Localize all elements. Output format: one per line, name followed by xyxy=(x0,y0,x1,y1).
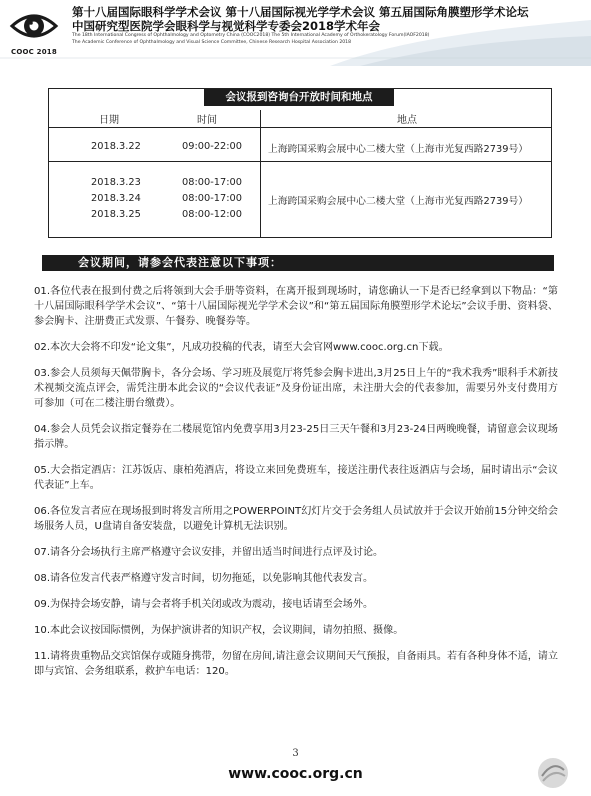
header-title-line1: 第十八届国际眼科学学术会议 第十八届国际视光学学术会议 第五届国际角膜塑形学术论坛 xyxy=(72,5,529,19)
column-header-date: 日期 xyxy=(99,115,119,126)
logo-text: COOC 2018 xyxy=(11,48,57,56)
column-header-time: 时间 xyxy=(197,115,217,126)
row1-date: 2018.3.22 xyxy=(91,141,141,152)
footer-swirl-icon xyxy=(536,756,570,790)
notice-item: 11.请将贵重物品交宾馆保存或随身携带，勿留在房间,请注意会议期间天气预报，自备雨具。若有各种身体不适，请立即与宾馆、会务组联系，救护车电话：120。 xyxy=(34,651,558,677)
row2-date: 2018.3.25 xyxy=(91,209,141,220)
header-english-line2: The Academic Conference of Ophthalmology and Visual Science Committee, Chinese Research Hospital Association 2018 xyxy=(72,40,352,45)
notice-item: 07.请各分会场执行主席严格遵守会议安排，并留出适当时间进行点评及讨论。 xyxy=(34,547,384,558)
notice-item: 02.本次大会将不印发“论文集”，凡成功投稿的代表，请至大会官网www.cooc.org.cn下载。 xyxy=(34,342,449,353)
notice-item: 10.本此会议按国际惯例，为保护演讲者的知识产权，会议期间，请勿拍照、摄像。 xyxy=(34,625,404,636)
website-link[interactable]: www.cooc.org.cn xyxy=(228,766,363,782)
row2-place: 上海跨国采购会展中心二楼大堂（上海市光复西路2739号） xyxy=(268,196,529,207)
row2-date: 2018.3.23 xyxy=(91,177,141,188)
row2-time: 08:00-17:00 xyxy=(182,177,243,188)
notice-item: 09.为保持会场安静，请与会者将手机关闭或改为震动，接电话请至会场外。 xyxy=(34,599,374,610)
table-title: 会议报到咨询台开放时间和地点 xyxy=(204,89,394,106)
row2-date: 2018.3.24 xyxy=(91,193,141,204)
notice-item: 04.参会人员凭会议指定餐券在二楼展览馆内免费享用3月23-25日三天午餐和3月23-24日两晚晚餐，请留意会议现场指示牌。 xyxy=(34,424,558,450)
notice-banner: 会议期间，请参会代表注意以下事项： xyxy=(42,255,554,271)
row2-time: 08:00-17:00 xyxy=(182,193,243,204)
header-title-line2: 中国研究型医院学会眼科学与视觉科学专委会2018学术年会 xyxy=(72,19,381,33)
header-english-line1: The 18th International Congress of Ophthalmology and Optometry China (COOC2018) The 5th International Academy of Orthokeratology Forum(IAOF2018) xyxy=(72,33,430,38)
cooc-eye-logo-icon xyxy=(8,4,60,48)
table-column-divider xyxy=(260,110,261,238)
notice-list xyxy=(34,284,558,679)
page-number: 3 xyxy=(292,748,299,759)
column-header-place: 地点 xyxy=(397,115,417,126)
row1-time: 09:00-22:00 xyxy=(182,141,243,152)
notice-item: 05.大会指定酒店：江苏饭店、康柏苑酒店，将设立来回免费班车，接送注册代表往返酒店与会场，届时请出示“会议代表证”上车。 xyxy=(34,465,558,491)
row2-time: 08:00-12:00 xyxy=(182,209,243,220)
table-divider xyxy=(49,127,551,128)
notice-item: 06.各位发言者应在现场报到时将发言所用之POWERPOINT幻灯片交于会务组人员试放并于会议开始前15分钟交给会场服务人员，U盘请自备安装盘，以避免计算机无法识别。 xyxy=(34,506,558,532)
notice-item: 01.各位代表在报到付费之后将领到大会手册等资料，在离开报到现场时，请您确认一下是否已经拿到以下物品：“第十八届国际眼科学学术会议”、“第十八届国际视光学学术会议”和“第五届国际角膜塑形学术论坛”会议手册、资料袋、参会胸卡、注册费正式发票、午餐券、晚餐券等。 xyxy=(34,286,558,327)
notice-item: 08.请各位发言代表严格遵守发言时间，切勿拖延，以免影响其他代表发言。 xyxy=(34,573,374,584)
notice-item: 03.参会人员须每天佩带胸卡，各分会场、学习班及展览厅将凭参会胸卡进出,3月25日上午的“我术我秀”眼科手术新技术视频交流点评会，需凭注册本此会议的“会议代表证”及身份证出席，未注册大会的代表参加，需要另外支付费用方可参加（可在二楼注册台缴费）。 xyxy=(34,368,558,409)
registration-desk-table xyxy=(48,88,552,238)
row1-place: 上海跨国采购会展中心二楼大堂（上海市光复西路2739号） xyxy=(268,144,529,155)
page-header xyxy=(0,0,591,66)
table-divider xyxy=(49,161,551,162)
